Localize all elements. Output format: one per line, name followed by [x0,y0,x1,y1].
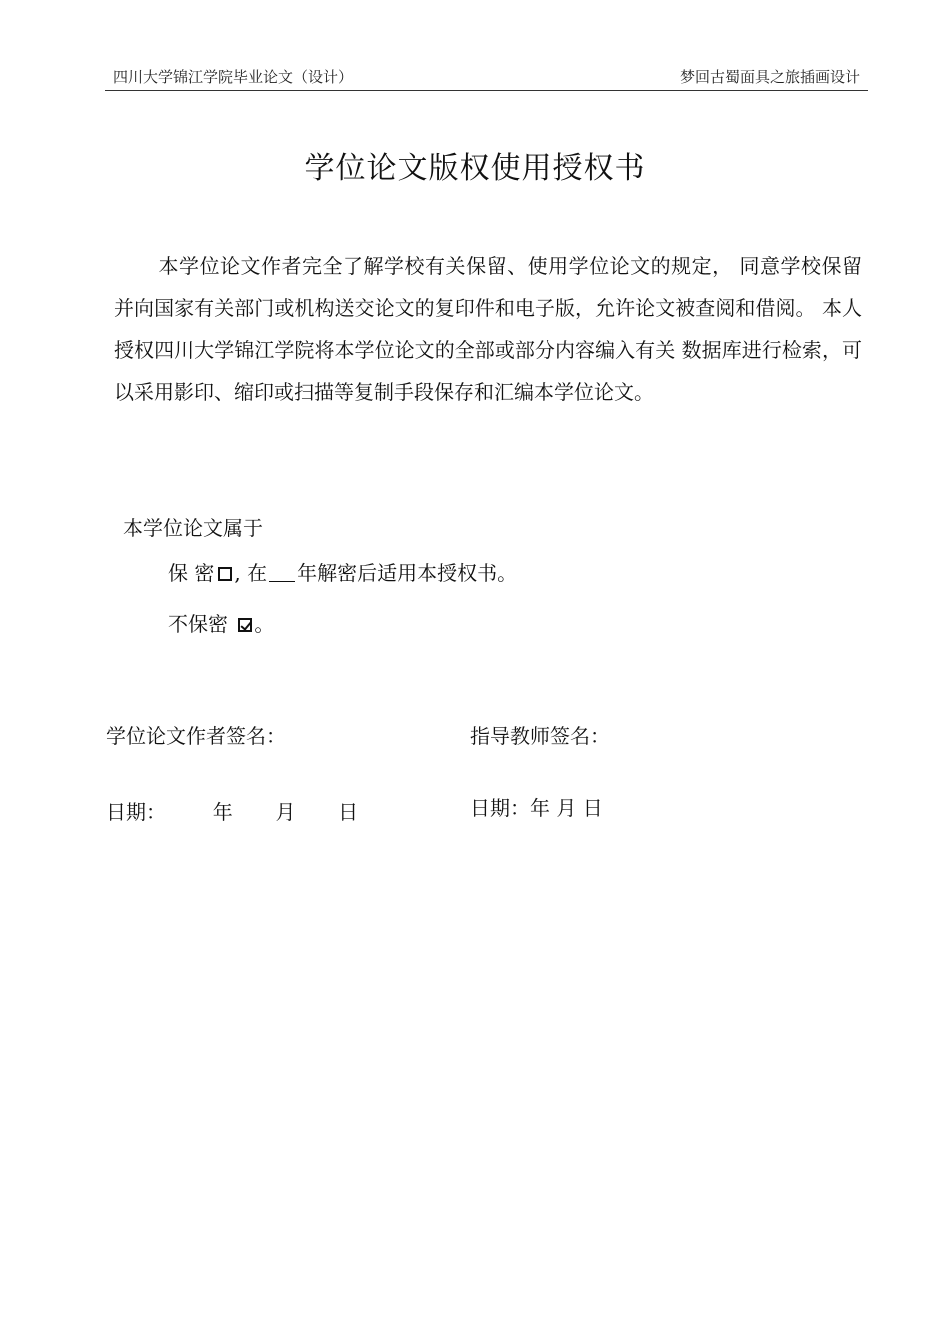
secret-option-suffix: 年解密后适用本授权书。 [297,561,518,585]
not-secret-option-suffix: 。 [254,612,275,636]
author-date-year: 年 [212,800,233,824]
page-header [105,62,868,91]
not-secret-checkbox[interactable] [238,618,252,632]
not-secret-option [168,608,274,637]
header-left-text: 四川大学锦江学院毕业论文（设计） [113,68,354,86]
author-date-day: 日 [338,800,359,824]
secret-checkbox[interactable] [218,567,232,581]
author-date-label: 日期： [106,800,166,824]
secret-option-mid: , 在 [234,561,268,585]
classification-label: 本学位论文属于 [123,516,263,540]
header-right-text: 梦回古蜀面具之旅插画设计 [679,68,860,86]
page-title: 学位论文版权使用授权书 [304,151,646,186]
author-date [106,796,358,825]
body-paragraph-text: 本学位论文作者完全了解学校有关保留、使用学位论文的规定， 同意学校保留并向国家有关部门或机构送交论文的复印件和电子版，允许论文被查阅和借阅。 本人授权四川大学锦江学院将本学位论文的全部或部分内容编入有关 数据库进行检索，可以采用影印、缩印或扫描等复制手段保存和汇编本学位论文。 [114,254,862,404]
author-date-month: 月 [275,800,296,824]
decrypt-years-blank[interactable] [269,563,295,582]
body-paragraph [114,245,862,413]
not-secret-option-label: 不保密 [168,612,235,636]
author-signature-label: 学位论文作者签名： [106,724,286,748]
secret-option [168,557,517,586]
advisor-date: 日期：年 月 日 [470,796,603,820]
secret-option-label: 保 密 [168,561,215,585]
advisor-signature-label: 指导教师签名： [470,724,610,748]
